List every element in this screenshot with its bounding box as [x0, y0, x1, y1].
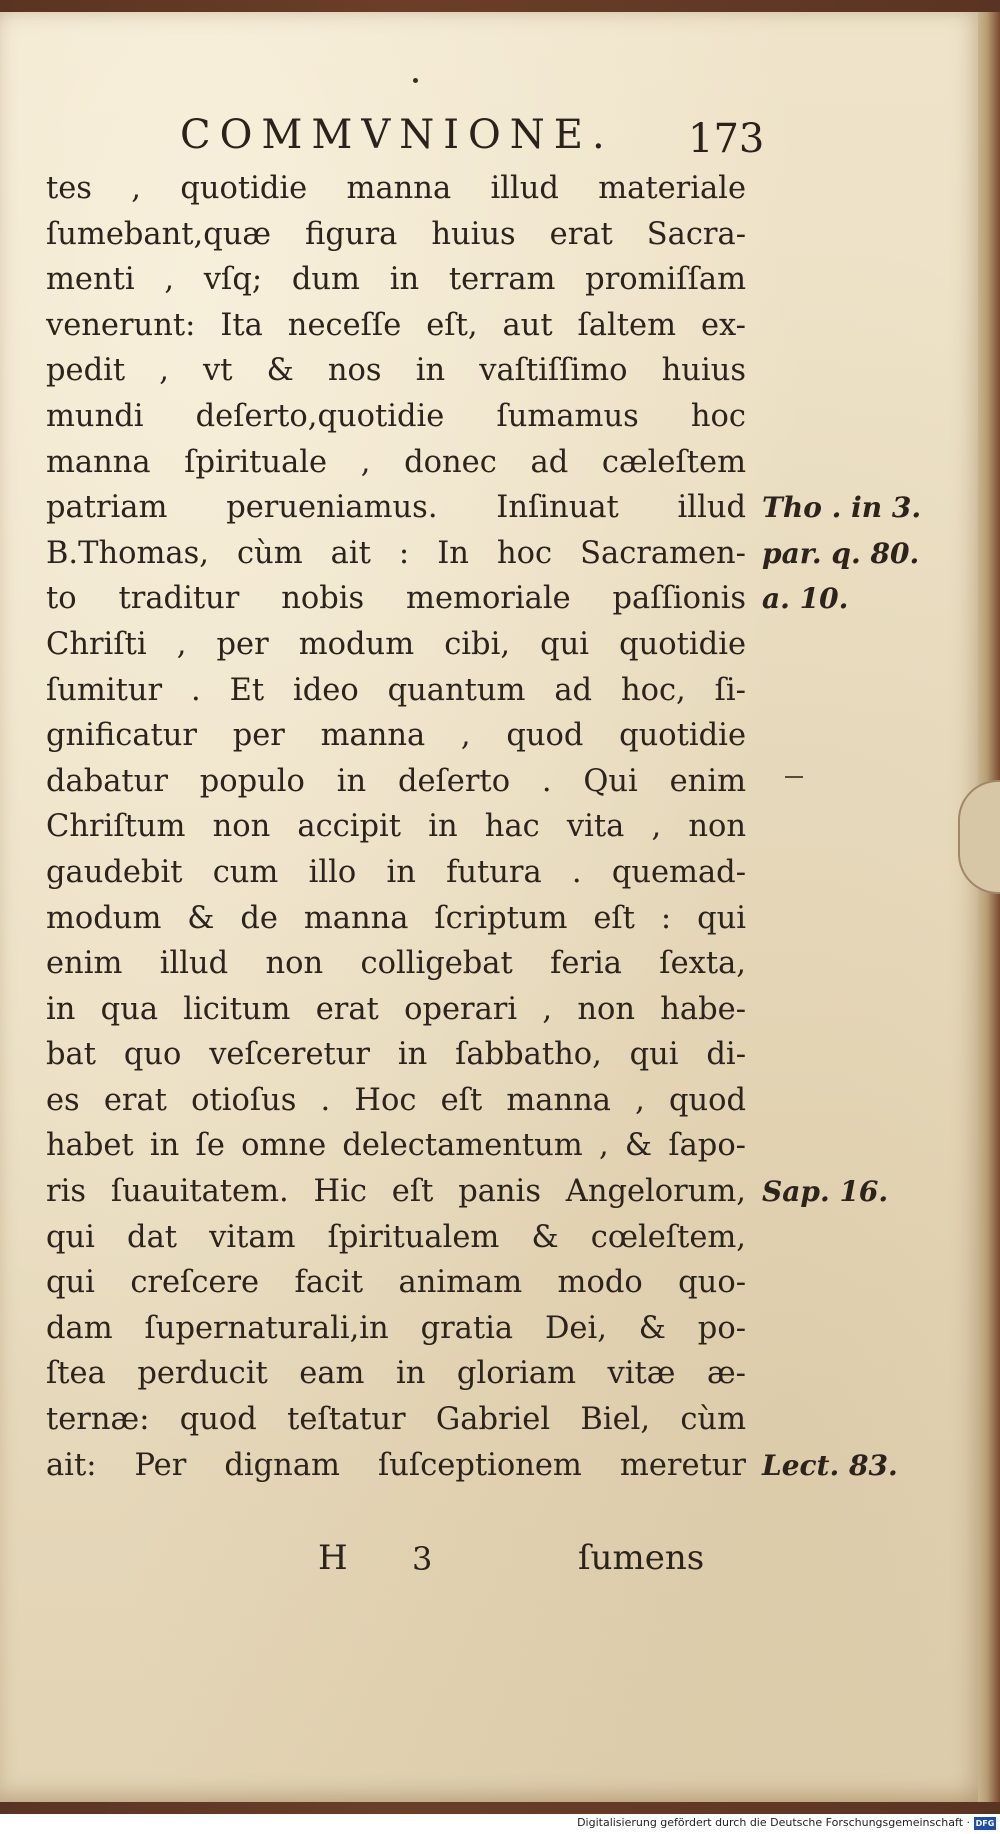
text-line: to traditur nobis memoriale paſſionis — [46, 581, 746, 617]
margin-note: Lect. 83. — [762, 1448, 898, 1482]
text-line: B.Thomas, cùm ait : In hoc Sacramen- — [46, 535, 746, 571]
text-line: es erat otioſus . Hoc eſt manna , quod — [46, 1082, 746, 1118]
text-line: ſtea perducit eam in gloriam vitæ æ- — [46, 1356, 746, 1392]
text-line: ſumebant,quæ figura huius erat Sacra- — [46, 216, 746, 252]
ink-speck — [413, 78, 418, 83]
text-line: ternæ: quod teſtatur Gabriel Biel, cùm — [46, 1402, 746, 1438]
running-head-title: COMMVNIONE. — [180, 112, 614, 158]
text-line: Chriſtum non accipit in hac vita , non — [46, 809, 746, 845]
text-line: ris ſuauitatem. Hic eſt panis Angelorum, — [46, 1174, 746, 1210]
text-line: pedit , vt & nos in vaſtiſſimo huius — [46, 353, 746, 389]
text-line: Chriſti , per modum cibi, qui quotidie — [46, 626, 746, 662]
text-line: enim illud non colligebat feria ſexta, — [46, 946, 746, 982]
margin-note: a. 10. — [762, 582, 849, 616]
dfg-logo: DFG — [975, 1819, 995, 1828]
text-line: dabatur populo in deſerto . Qui enim — [46, 763, 746, 799]
text-line: dam ſupernaturali,in gratia Dei, & po- — [46, 1310, 746, 1346]
text-line: gnificatur per manna , quod quotidie — [46, 718, 746, 754]
page-number: 173 — [688, 116, 765, 162]
text-line: mundi deſerto,quotidie ſumamus hoc — [46, 398, 746, 434]
text-line: qui dat vitam ſpiritualem & cœleſtem, — [46, 1219, 746, 1255]
text-line: manna ſpirituale , donec ad cæleſtem — [46, 444, 746, 480]
margin-dash-mark — [785, 776, 803, 778]
digitization-credit-text: Digitalisierung gefördert durch die Deutsche Forschungsgemeinschaft · — [577, 1816, 970, 1829]
text-line: tes , quotidie manna illud materiale — [46, 171, 746, 206]
signature-number: 3 — [412, 1540, 433, 1578]
page-footer — [0, 1538, 1000, 1588]
text-line: ait: Per dignam ſuſceptionem meretur — [46, 1447, 746, 1483]
margin-note: par. q. 80. — [762, 536, 920, 570]
margin-note: Tho . in 3. — [762, 491, 922, 525]
margin-note: Sap. 16. — [762, 1175, 889, 1209]
text-line: venerunt: Ita neceſſe eſt, aut ſaltem ex- — [46, 307, 746, 343]
text-line: habet in ſe omne delectamentum , & ſapo- — [46, 1128, 746, 1164]
digitization-credit-bar — [0, 1814, 1000, 1834]
running-head — [0, 112, 1000, 172]
text-line: qui creſcere facit animam modo quo- — [46, 1265, 746, 1301]
page-edge-shadow — [978, 12, 1000, 1802]
text-line: ſumitur . Et ideo quantum ad hoc, ſi- — [46, 672, 746, 708]
thumb-index-tab — [958, 780, 1000, 894]
body-text-column — [46, 166, 746, 1488]
text-line: in qua licitum erat operari , non habe- — [46, 991, 746, 1027]
signature-mark: H — [318, 1538, 348, 1578]
text-line: gaudebit cum illo in futura . quemad- — [46, 854, 746, 890]
catchword: ſumens — [578, 1538, 705, 1578]
text-line: bat quo veſceretur in ſabbatho, qui di- — [46, 1037, 746, 1073]
text-line: patriam perueniamus. Inſinuat illud — [46, 490, 746, 526]
text-line: menti , vſq; dum in terram promiſſam — [46, 262, 746, 298]
text-line: modum & de manna ſcriptum eſt : qui — [46, 900, 746, 936]
